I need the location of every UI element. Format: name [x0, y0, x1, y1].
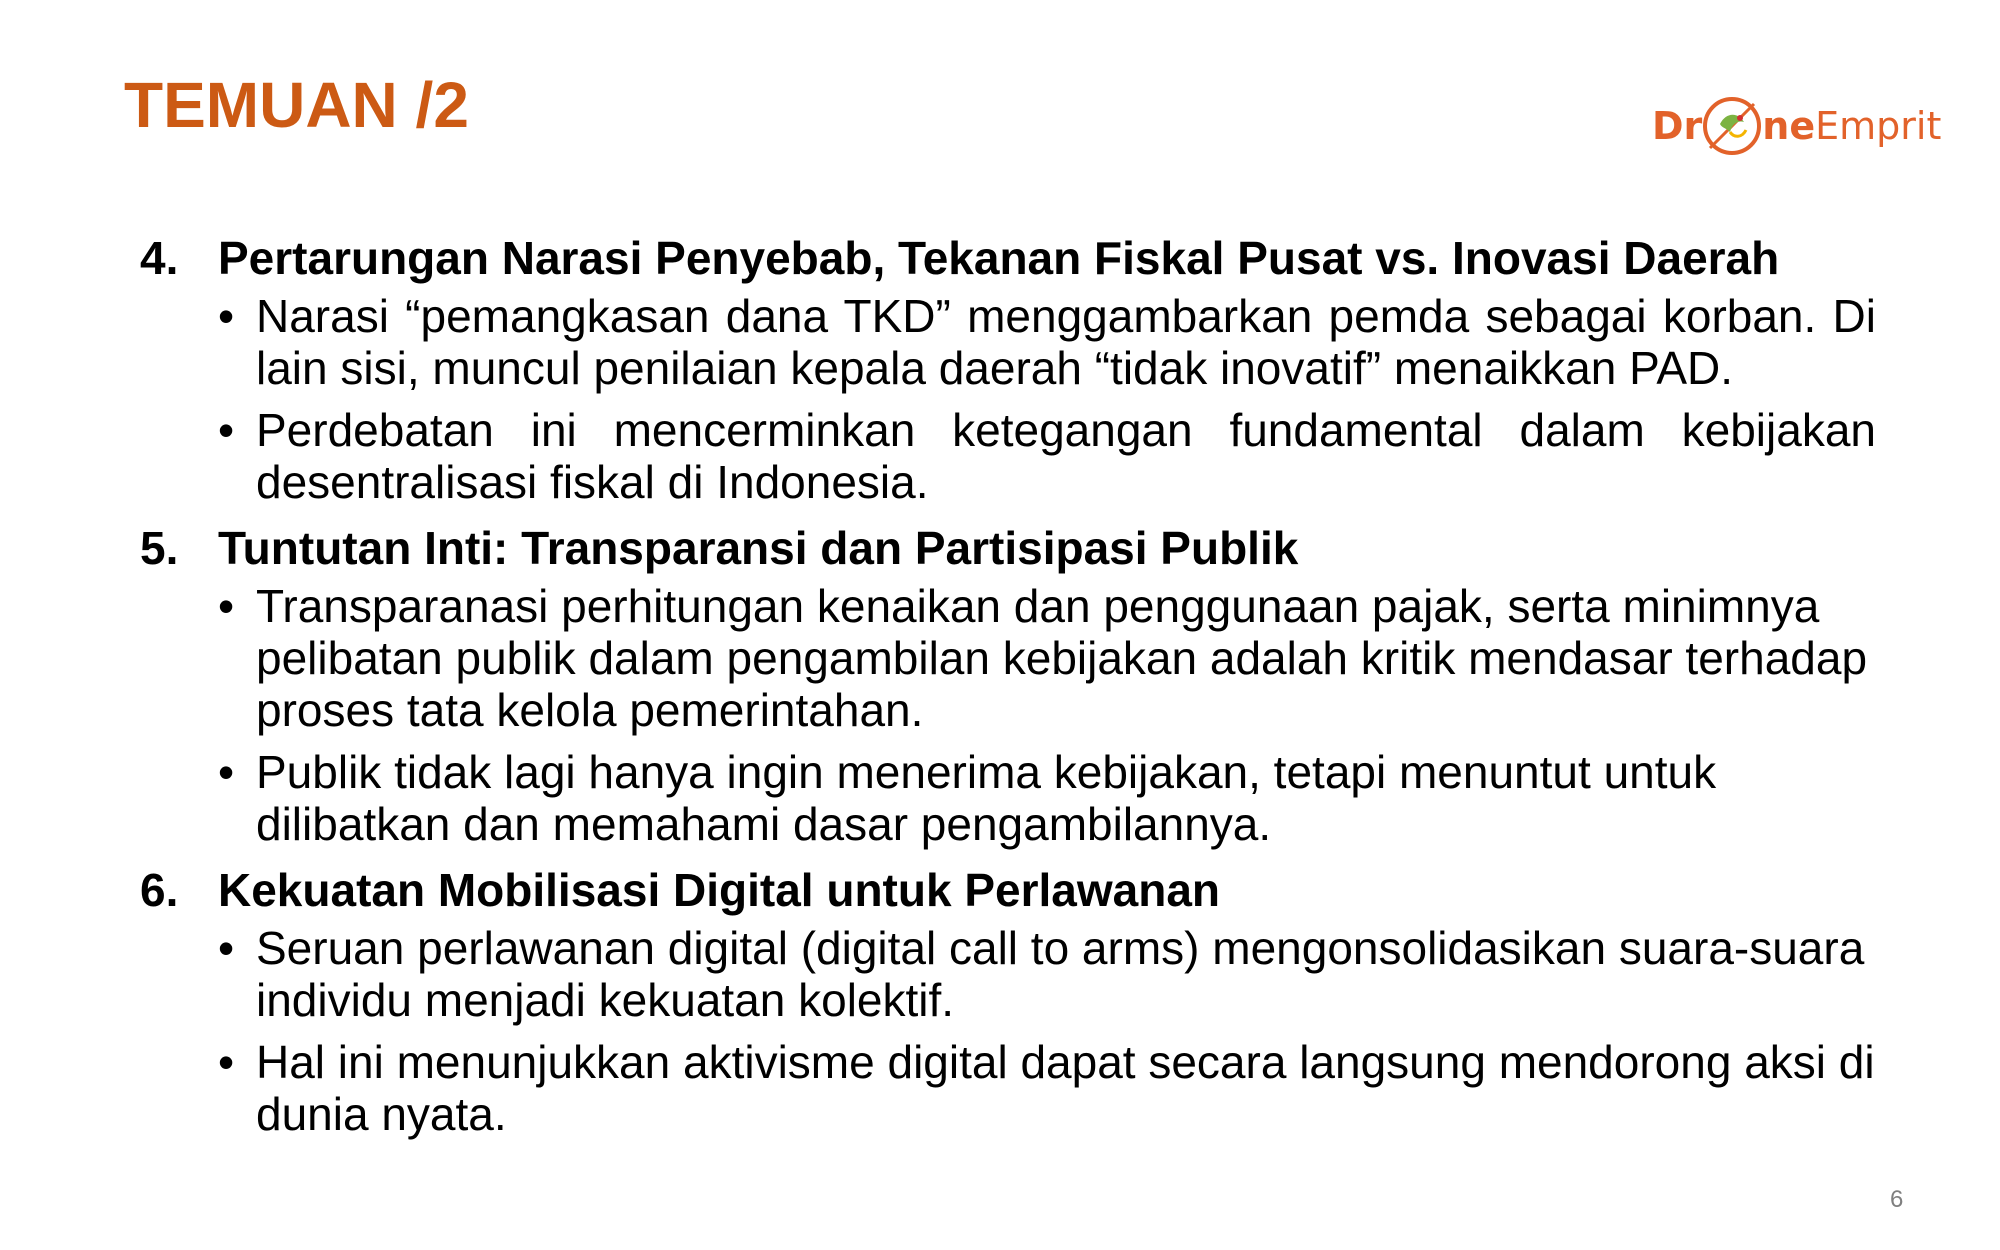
section-heading-text: Kekuatan Mobilisasi Digital untuk Perlawanan: [218, 864, 1221, 916]
finding-section-6: [140, 864, 1876, 1140]
bullet-text: Hal ini menunjukkan aktivisme digital dapat secara langsung mendorong aksi di dunia nyata.: [256, 1036, 1875, 1140]
section-heading: [140, 864, 1876, 916]
bullet-item: [218, 580, 1876, 736]
logo-text-emprit: Emprit: [1815, 104, 1942, 148]
drone-bird-icon: [1700, 94, 1764, 158]
section-heading: [140, 522, 1876, 574]
bullet-dot: •: [218, 746, 235, 798]
bullet-text: Narasi “pemangkasan dana TKD” menggambarkan pemda sebagai korban. Di lain sisi, muncul penilaian kepala daerah “tidak inovatif” menaikkan PAD.: [256, 290, 1876, 394]
bullet-text: Publik tidak lagi hanya ingin menerima kebijakan, tetapi menuntut untuk dilibatkan dan memahami dasar pengambilannya.: [256, 746, 1717, 850]
section-heading-text: Pertarungan Narasi Penyebab, Tekanan Fiskal Pusat vs. Inovasi Daerah: [218, 232, 1780, 284]
bullet-item: [218, 746, 1876, 850]
bullet-dot: •: [218, 922, 235, 974]
logo-text-ne: ne: [1762, 104, 1816, 148]
section-number: 4.: [140, 232, 179, 284]
logo-text-dr: Dr: [1652, 104, 1703, 148]
section-heading-text: Tuntutan Inti: Transparansi dan Partisipasi Publik: [218, 522, 1299, 574]
slide-title: TEMUAN /2: [124, 69, 469, 141]
section-number: 6.: [140, 864, 179, 916]
bullet-dot: •: [218, 290, 235, 342]
bullet-list: [218, 290, 1876, 508]
bullet-text: Seruan perlawanan digital (digital call to arms) mengonsolidasikan suara-suara individu menjadi kekuatan kolektif.: [256, 922, 1865, 1026]
section-number: 5.: [140, 522, 179, 574]
bullet-item: [218, 404, 1876, 508]
bullet-dot: •: [218, 404, 235, 456]
bullet-dot: •: [218, 1036, 235, 1088]
bullet-list: [218, 922, 1876, 1140]
bullet-item: [218, 922, 1876, 1026]
bullet-item: [218, 290, 1876, 394]
bullet-text: Perdebatan ini mencerminkan ketegangan fundamental dalam kebijakan desentralisasi fiskal di Indonesia.: [256, 404, 1876, 508]
finding-section-5: [140, 522, 1876, 850]
bullet-item: [218, 1036, 1876, 1140]
bullet-text: Transparanasi perhitungan kenaikan dan penggunaan pajak, serta minimnya pelibatan publik dalam pengambilan kebijakan adalah kritik mendasar terhadap proses tata kelola pemerintahan.: [256, 580, 1868, 736]
bullet-list: [218, 580, 1876, 850]
page-number: 6: [1890, 1186, 1904, 1213]
drone-emprit-logo: [1652, 86, 1941, 166]
bullet-dot: •: [218, 580, 235, 632]
finding-section-4: [140, 232, 1876, 508]
section-heading: [140, 232, 1876, 284]
slide-content: [140, 232, 1876, 1154]
